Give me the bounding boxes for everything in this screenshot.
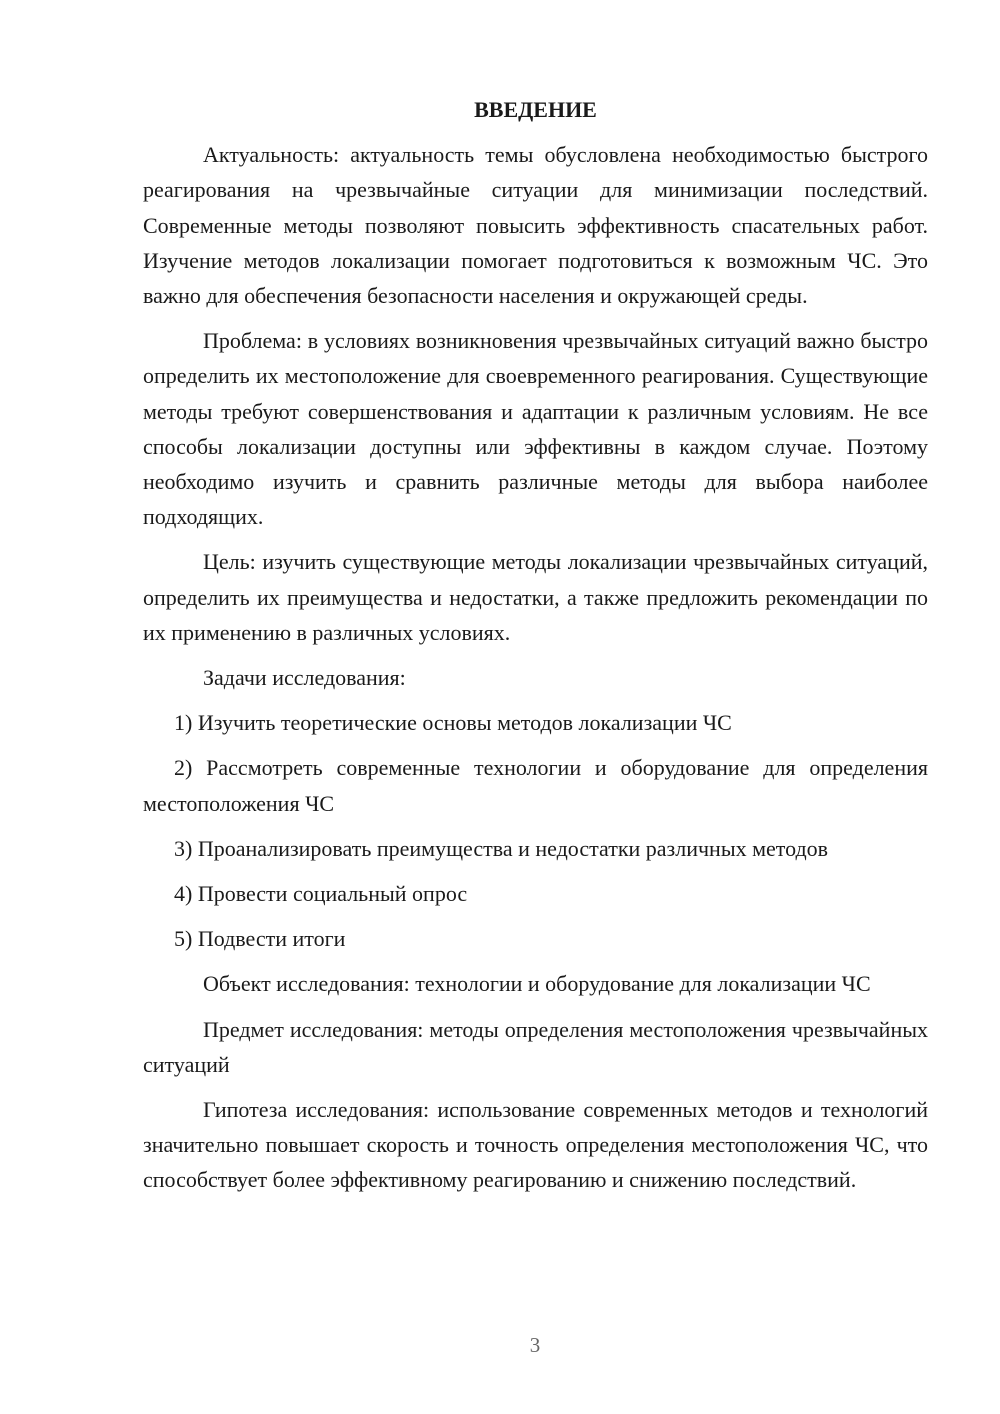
paragraph-goal: Цель: изучить существующие методы локализации чрезвычайных ситуаций, определить их преимущества и недостатки, а также предложить рекомендации по их применению в различных условиях. xyxy=(143,549,928,645)
paragraph-subject: Предмет исследования: методы определения местоположения чрезвычайных ситуаций xyxy=(143,1016,928,1077)
task-item: 1) Изучить теоретические основы методов локализации ЧС xyxy=(174,710,732,736)
document-page xyxy=(143,92,928,1198)
page-title: ВВЕДЕНИЕ xyxy=(474,97,597,122)
task-item: 5) Подвести итоги xyxy=(174,926,346,952)
task-item: 3) Проанализировать преимущества и недостатки различных методов xyxy=(174,835,829,861)
paragraph-relevance: Актуальность: актуальность темы обусловлена необходимостью быстрого реагирования на чрезвычайные ситуации для минимизации последствий. Современные методы позволяют повысить эффективность спасательных работ. Изучение методов локализации помогает подготовиться к возможным ЧС. Это важно для обеспечения безопасности населения и окружающей среды. xyxy=(143,142,928,309)
task-item: 4) Провести социальный опрос xyxy=(174,881,468,907)
paragraph-object: Объект исследования: технологии и оборудование для локализации ЧС xyxy=(203,971,871,997)
tasks-heading: Задачи исследования: xyxy=(203,665,406,691)
paragraph-hypothesis: Гипотеза исследования: использование современных методов и технологий значительно повышает скорость и точность определения местоположения ЧС, что способствует более эффективному реагированию и снижению последствий. xyxy=(143,1097,928,1193)
paragraph-problem: Проблема: в условиях возникновения чрезвычайных ситуаций важно быстро определить их местоположение для своевременного реагирования. Существующие методы требуют совершенствования и адаптации к различным условиям. Не все способы локализации доступны или эффективны в каждом случае. Поэтому необходимо изучить и сравнить различные методы для выбора наиболее подходящих. xyxy=(143,328,928,530)
page-number: 3 xyxy=(529,1333,541,1357)
task-item: 2) Рассмотреть современные технологии и оборудование для определения местоположения ЧС xyxy=(143,755,928,816)
